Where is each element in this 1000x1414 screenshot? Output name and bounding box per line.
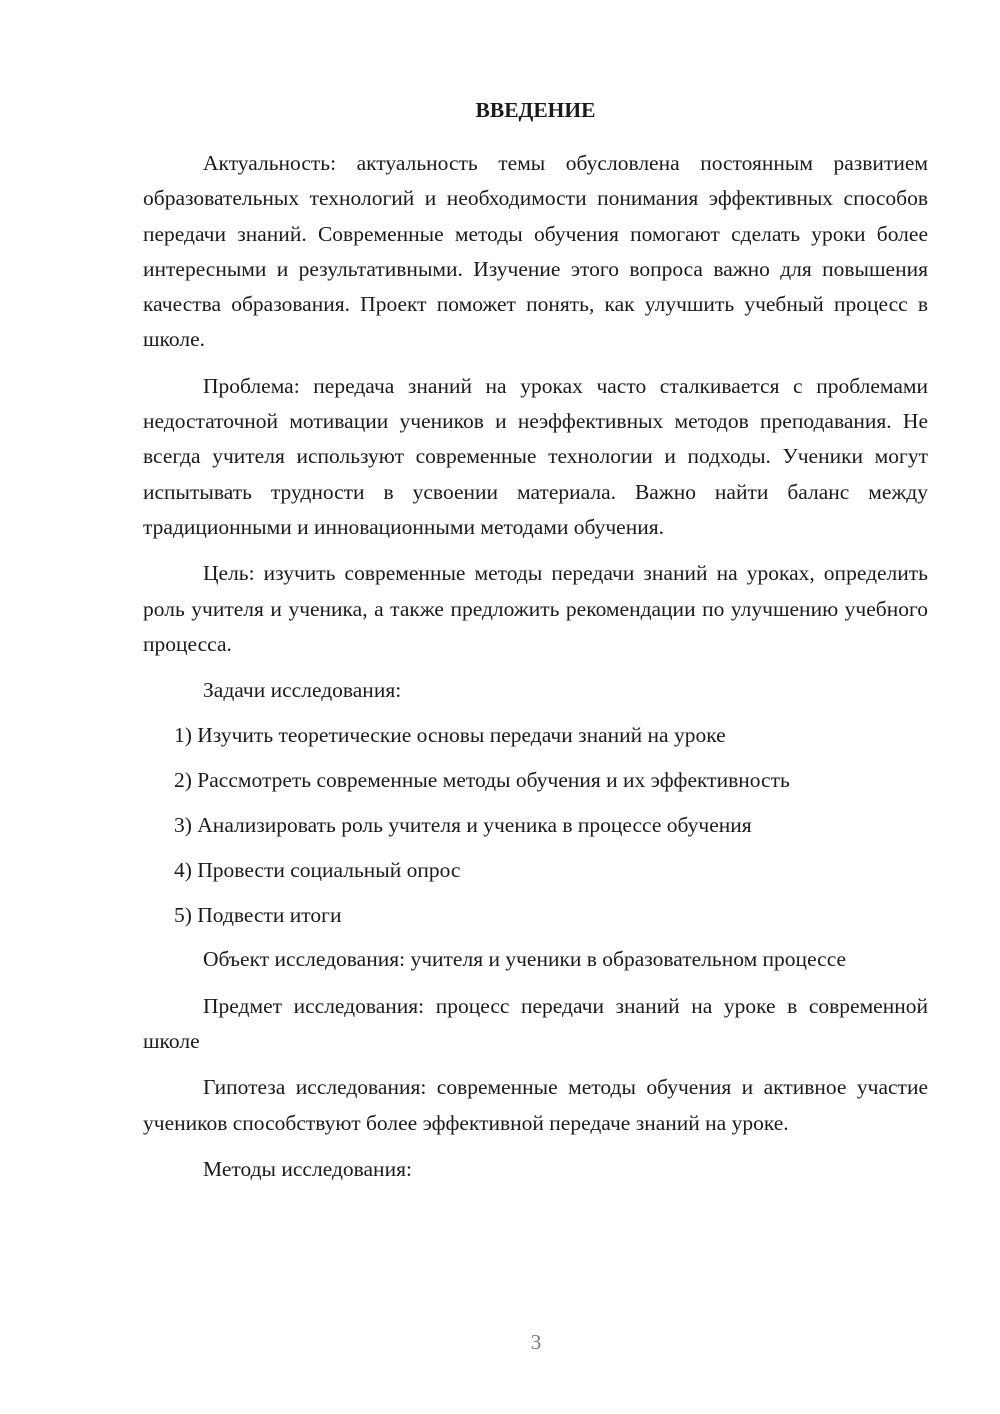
task-item: 1) Изучить теоретические основы передачи знаний на уроке [174, 723, 726, 748]
page-number: 3 [530, 1330, 542, 1354]
relevance-paragraph: Актуальность: актуальность темы обусловлена постоянным развитием образовательных технологий и необходимости понимания эффективных способов передачи знаний. Современные методы обучения помогают сделать уроки более интересными и результативными. Изучение этого вопроса важно для повышения качества образования. Проект поможет понять, как улучшить учебный процесс в школе. [143, 151, 928, 352]
task-item: 5) Подвести итоги [174, 902, 342, 927]
methods-heading: Методы исследования: [203, 1156, 412, 1181]
task-item: 4) Провести социальный опрос [174, 857, 461, 882]
object-paragraph: Объект исследования: учителя и ученики в образовательном процессе [203, 947, 847, 972]
subject-paragraph: Предмет исследования: процесс передачи знаний на уроке в современной школе [143, 993, 928, 1054]
section-title: ВВЕДЕНИЕ [475, 98, 596, 122]
task-item: 3) Анализировать роль учителя и ученика в процессе обучения [174, 813, 752, 838]
task-item: 2) Рассмотреть современные методы обучения и их эффективность [174, 768, 790, 793]
hypothesis-paragraph: Гипотеза исследования: современные методы обучения и активное участие учеников способствуют более эффективной передаче знаний на уроке. [143, 1075, 928, 1135]
goal-paragraph: Цель: изучить современные методы передачи знаний на уроках, определить роль учителя и ученика, а также предложить рекомендации по улучшению учебного процесса. [143, 561, 928, 656]
problem-paragraph: Проблема: передача знаний на уроках часто сталкивается с проблемами недостаточной мотивации учеников и неэффективных методов преподавания. Не всегда учителя используют современные технологии и подходы. Ученики могут испытывать трудности в усвоении материала. Важно найти баланс между традиционными и инновационными методами обучения. [143, 373, 928, 539]
tasks-heading: Задачи исследования: [203, 678, 402, 703]
document-page [143, 92, 928, 1197]
